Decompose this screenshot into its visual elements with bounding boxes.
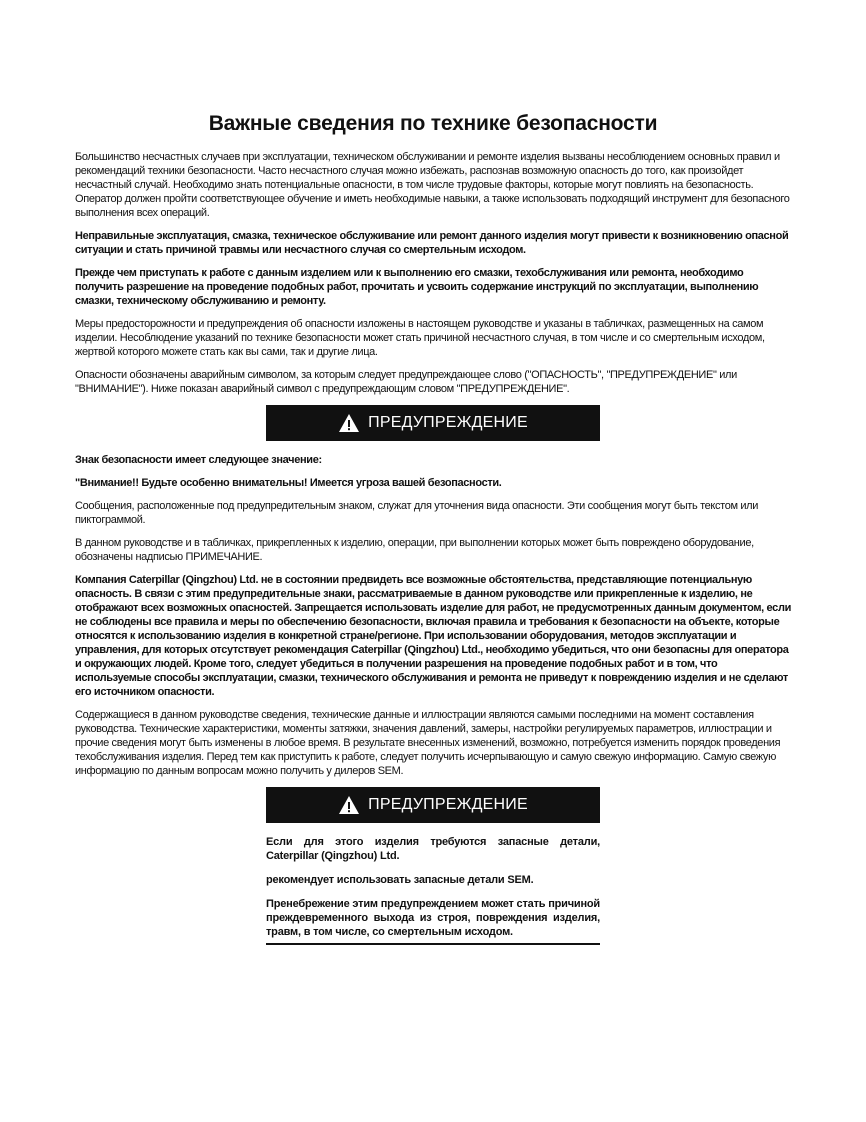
document-body <box>75 150 793 945</box>
warning-banner-2 <box>266 787 600 823</box>
paragraph-sign-meaning: Знак безопасности имеет следующее значение: <box>75 454 322 466</box>
warning-box-text: Если для этого изделия требуются запасные детали, Caterpillar (Qingzhou) Ltd. <box>266 836 600 862</box>
paragraph-note: В данном руководстве и в табличках, прикрепленных к изделию, операции, при выполнении которых может быть повреждено оборудование, обозначены надписью ПРИМЕЧАНИЕ. <box>75 537 754 563</box>
warning-banner-label: ПРЕДУПРЕЖДЕНИЕ <box>368 414 528 431</box>
paragraph-attention: "Внимание!! Будьте особенно внимательны! Имеется угроза вашей безопасности. <box>75 477 502 489</box>
warning-box-text: Пренебрежение этим предупреждением может стать причиной преждевременного выхода из строя, повреждения изделия, травм, в том числе, со смертельным исходом. <box>266 898 600 938</box>
page-title: Важные сведения по технике безопасности <box>208 112 658 135</box>
warning-triangle-icon <box>338 413 360 433</box>
paragraph-caterpillar: Компания Caterpillar (Qingzhou) Ltd. не в состоянии предвидеть все возможные обстоятельства, представляющие потенциальную опасность. В связи с этим предупредительные знаки, рассматриваемые в данном руководстве или прикрепленные к изделию, не отображают всех возможных опасностей. Запрещается использовать изделие для работ, не предусмотренных данным документом, если не соблюдены все правила и меры по обеспечению безопасности, включая правила и требования к безопасности на объекте, которые относятся к использованию изделия в конкретной стране/регионе. При использовании оборудования, методов эксплуатации и управления, для которых отсутствует рекомендация Caterpillar (Qingzhou) Ltd., необходимо убедиться, что они безопасны для оператора и окружающих людей. Кроме того, следует убедиться в получении разрешения на проведение подобных работ и в том, что используемые способы эксплуатации, смазки, технического обслуживания и ремонта не приведут к повреждению изделия и не сделают его источником опасности. <box>75 574 791 698</box>
paragraph-precautions: Меры предосторожности и предупреждения об опасности изложены в настоящем руководстве и указаны в табличках, размещенных на самом изделии. Несоблюдение указаний по технике безопасности может стать причиной несчастного случая, в том числе и со смертельным исходом, жертвой которого можете стать как вы сами, так и другие лица. <box>75 318 765 358</box>
paragraph-hazard-symbols: Опасности обозначены аварийным символом, за которым следует предупреждающее слово ("ОПАСНОСТЬ", "ПРЕДУПРЕЖДЕНИЕ" или "ВНИМАНИЕ"). Ниже показан аварийный символ с предупреждающим словом "ПРЕДУПРЕЖДЕНИЕ". <box>75 369 737 395</box>
paragraph-intro: Большинство несчастных случаев при эксплуатации, техническом обслуживании и ремонте изделия вызваны несоблюдением основных правил и рекомендаций техники безопасности. Часто несчастного случая можно избежать, распознав возможную опасность до того, как произойдет несчастный случай. Необходимо знать потенциальные опасности, в том числе трудовые факторы, которые могут повлиять на безопасность. Оператор должен пройти соответствующее обучение и иметь необходимые навыки, а также использовать подходящий инструмент для безопасного выполнения всех операций. <box>75 151 790 219</box>
warning-banner <box>266 405 600 441</box>
warning-triangle-icon <box>338 795 360 815</box>
warning-box-text: рекомендует использовать запасные детали SEM. <box>266 874 534 886</box>
paragraph-before-work: Прежде чем приступать к работе с данным изделием или к выполнению его смазки, техобслуживания или ремонта, необходимо получить разрешение на проведение подобных работ, прочитать и усвоить содержание инструкций по эксплуатации, выполнению смазки, техническому обслуживанию и ремонту. <box>75 267 759 307</box>
paragraph-improper-use: Неправильные эксплуатация, смазка, техническое обслуживание или ремонт данного изделия могут привести к возникновению опасной ситуации и стать причиной травмы или несчастного случая со смертельным исходом. <box>75 230 789 256</box>
warning-box <box>266 835 600 945</box>
paragraph-messages: Сообщения, расположенные под предупредительным знаком, служат для уточнения вида опасности. Эти сообщения могут быть текстом или пиктограммой. <box>75 500 759 526</box>
paragraph-info: Содержащиеся в данном руководстве сведения, технические данные и иллюстрации являются самыми последними на момент составления руководства. Технические характеристики, моменты затяжки, значения давлений, замеры, настройки регулируемых параметров, иллюстрации и прочие сведения могут быть изменены в любое время. В результате внесенных изменений, возможно, потребуется изменить порядок проведения техобслуживания изделия. Перед тем как приступить к работе, следует получить исчерпывающую и самую свежую информацию. Самую свежую информацию по данным вопросам можно получить у дилеров SEM. <box>75 709 781 777</box>
warning-banner-label: ПРЕДУПРЕЖДЕНИЕ <box>368 796 528 813</box>
